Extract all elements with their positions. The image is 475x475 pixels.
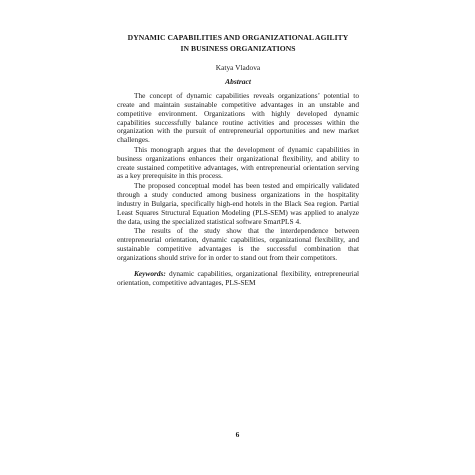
author-name: Katya Vladova	[215, 63, 261, 72]
keywords-line	[117, 270, 359, 288]
abstract-paragraph-4: The results of the study show that the interdependence between entrepreneurial orientation, dynamic capabilities, organizational flexibility, and sustainable competitive advantages is the successful combination that organizations should strive for in order to stand out from their competitors.	[117, 226, 359, 262]
abstract-paragraph-2: This monograph argues that the development of dynamic capabilities in business organizations enhances their organizational flexibility, and ability to create sustained competitive advantages, with entrepreneurial orientation serving as a key prerequisite in this process.	[117, 144, 359, 181]
title-line-2: IN BUSINESS ORGANIZATIONS	[180, 43, 296, 53]
title-line-1: DYNAMIC CAPABILITIES AND ORGANIZATIONAL AGILITY	[127, 33, 349, 42]
abstract-paragraph-3: The proposed conceptual model has been tested and empirically validated through a study conducted among business organizations in the hospitality industry in Bulgaria, specifically high-end hotels in the Black Sea region. Partial Least Squares Structural Equation Modeling (PLS-SEM) was applied to analyze the data, using the specialized statistical software SmartPLS 4.	[117, 181, 359, 226]
page-content	[117, 33, 359, 287]
abstract-heading: Abstract	[225, 77, 251, 86]
keywords-text: dynamic capabilities, organizational flexibility, entrepreneurial orientation, competitive advantages, PLS-SEM	[117, 268, 359, 287]
abstract-paragraph-1: The concept of dynamic capabilities reveals organizations’ potential to create and maintain sustainable competitive advantages in an unstable and competitive environment. Organizations with highly developed dynamic capabilities successfully balance routine activities and processes within the organization with the pursuit of entrepreneurial opportunities and new market challenges.	[117, 91, 359, 145]
document-title	[117, 33, 359, 54]
page-number: 6	[235, 430, 240, 439]
keywords-label: Keywords:	[134, 268, 166, 278]
